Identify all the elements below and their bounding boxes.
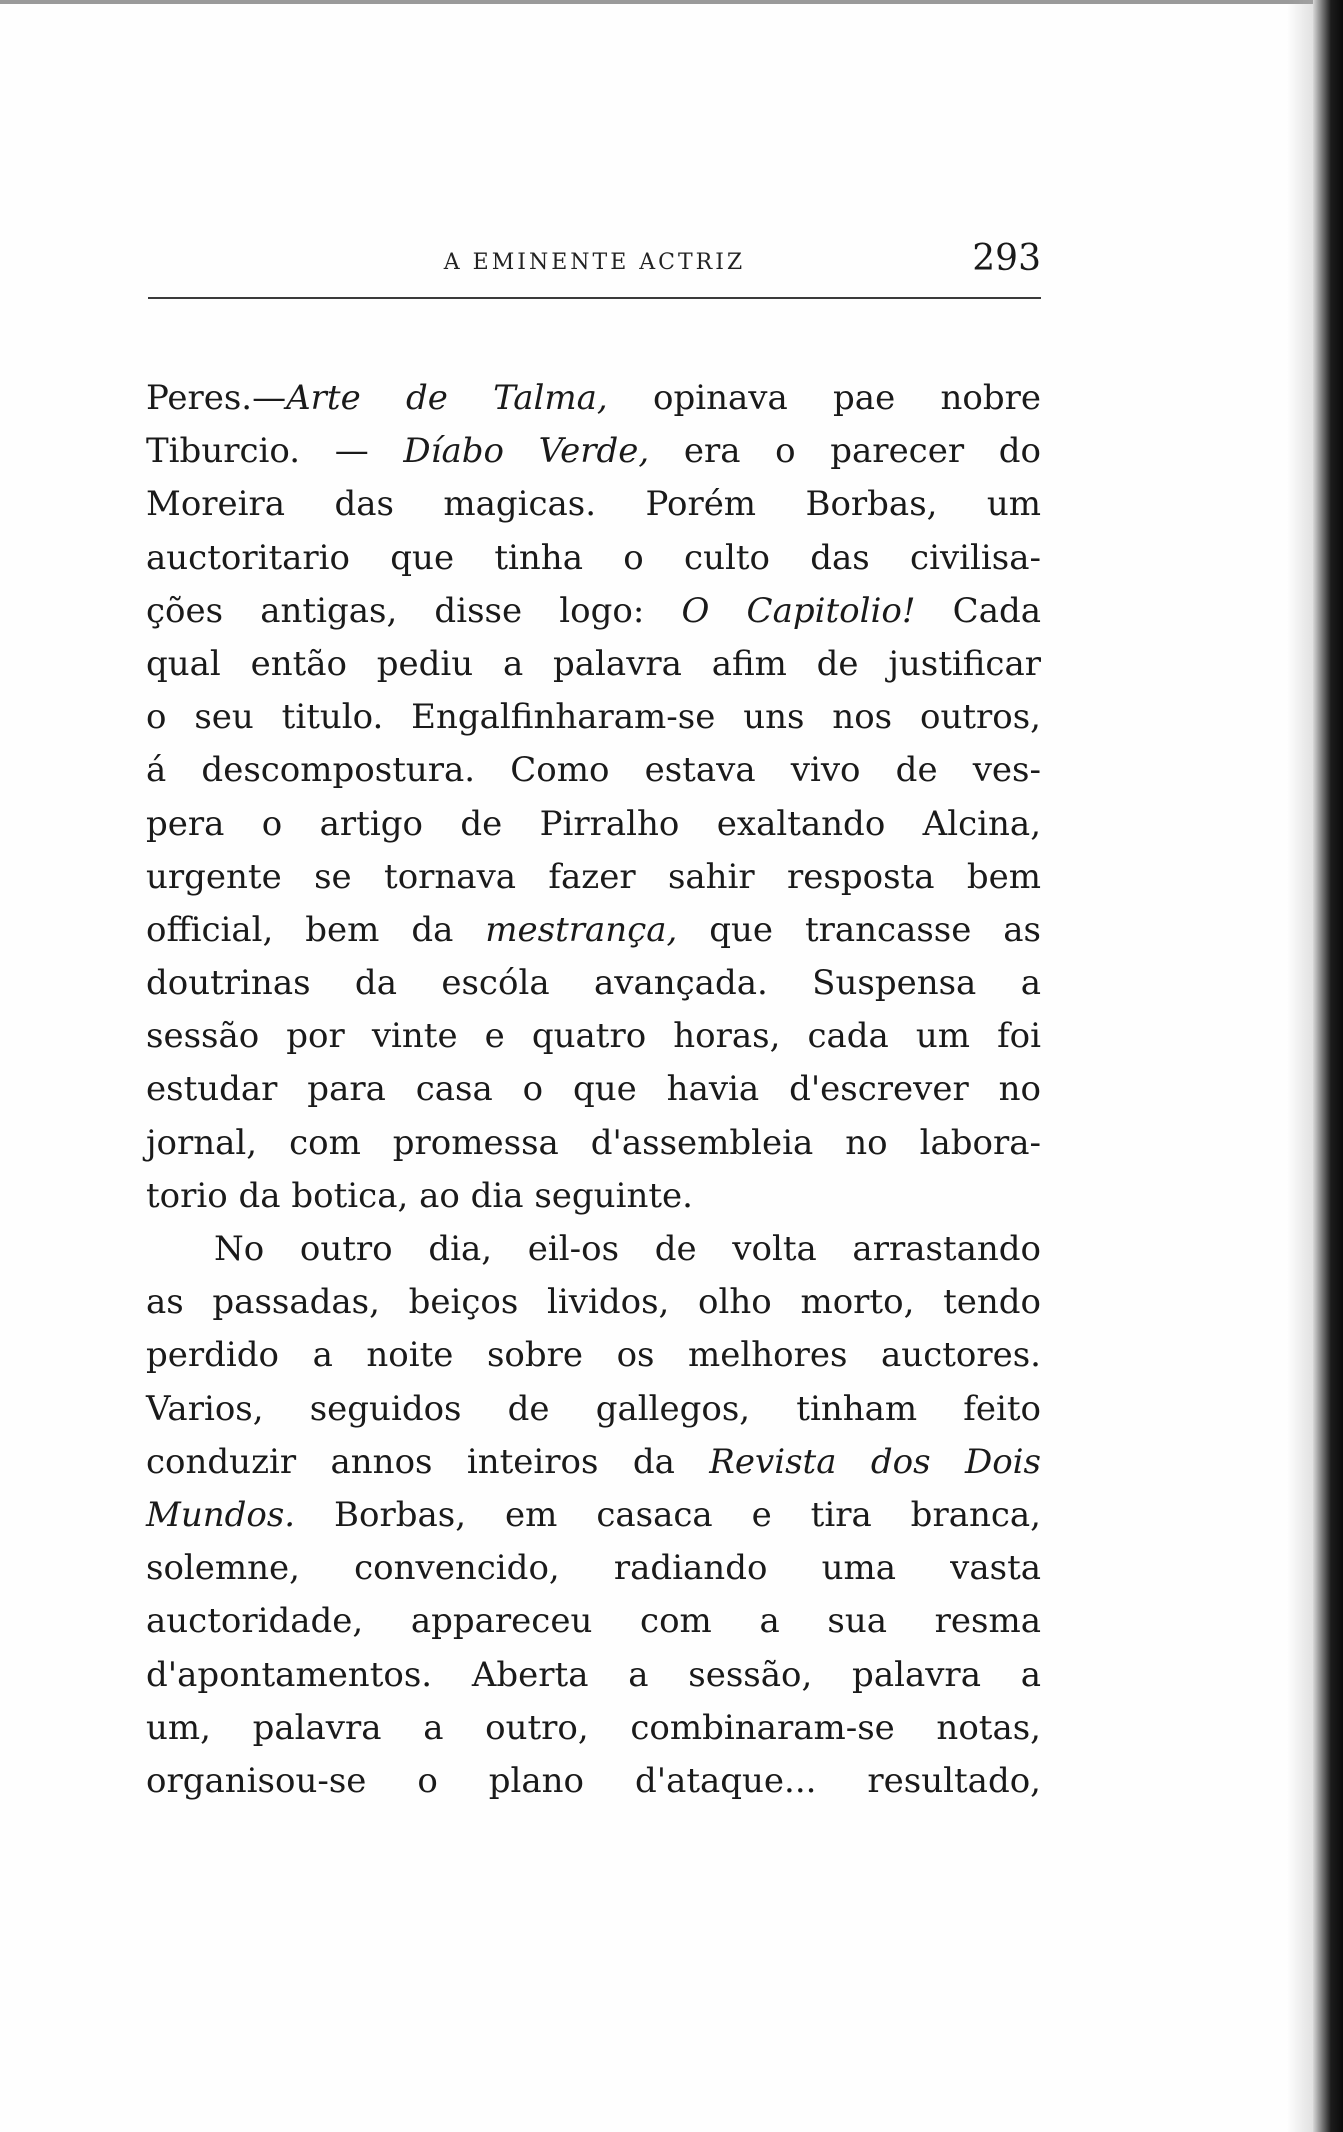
text-line: urgente se tornava fazer sahir resposta bem bbox=[146, 856, 1041, 897]
text-line: Tiburcio. — Díabo Verde, era o parecer do bbox=[146, 431, 1041, 472]
text-line: official, bem da mestrança, que trancasse as bbox=[146, 909, 1041, 950]
text-line: um, palavra a outro, combinaram-se notas, bbox=[146, 1707, 1041, 1748]
body-text bbox=[146, 372, 1041, 1808]
text-line: sessão por vinte e quatro horas, cada um foi bbox=[146, 1016, 1041, 1057]
text-line: Peres.—Arte de Talma, opinava pae nobre bbox=[146, 378, 1041, 418]
running-title: A EMINENTE ACTRIZ bbox=[443, 250, 746, 275]
text-line: doutrinas da escóla avançada. Suspensa a bbox=[146, 963, 1041, 1004]
text-line: perdido a noite sobre os melhores auctores. bbox=[146, 1335, 1041, 1376]
text-line: pera o artigo de Pirralho exaltando Alcina, bbox=[146, 803, 1041, 844]
text-line: Varios, seguidos de gallegos, tinham feito bbox=[146, 1388, 1041, 1429]
text-line: qual então pediu a palavra afim de justificar bbox=[146, 643, 1041, 684]
text-line: o seu titulo. Engalfinharam-se uns nos outros, bbox=[146, 697, 1041, 738]
text-line: conduzir annos inteiros da Revista dos Dois bbox=[146, 1441, 1041, 1482]
text-line: solemne, convencido, radiando uma vasta bbox=[146, 1548, 1041, 1589]
text-line: as passadas, beiços lividos, olho morto, tendo bbox=[146, 1282, 1041, 1323]
text-line: auctoridade, appareceu com a sua resma bbox=[146, 1601, 1041, 1642]
binding-edge bbox=[1313, 0, 1343, 2132]
text-line: ções antigas, disse logo: O Capitolio! Cada bbox=[146, 590, 1042, 631]
page-number: 293 bbox=[972, 238, 1041, 279]
text-line: estudar para casa o que havia d'escrever no bbox=[146, 1069, 1041, 1110]
binding-shadow bbox=[1287, 0, 1313, 2132]
text-line: organisou-se o plano d'ataque... resultado, bbox=[146, 1760, 1041, 1801]
scan-top-edge bbox=[0, 0, 1343, 4]
text-line: Mundos. Borbas, em casaca e tira branca, bbox=[146, 1494, 1041, 1535]
text-line: d'apontamentos. Aberta a sessão, palavra a bbox=[146, 1654, 1041, 1695]
text-line: Moreira das magicas. Porém Borbas, um bbox=[146, 484, 1041, 525]
text-line: jornal, com promessa d'assembleia no labora- bbox=[146, 1122, 1041, 1163]
page-header bbox=[148, 238, 1041, 284]
header-rule bbox=[148, 297, 1041, 299]
text-line: torio da botica, ao dia seguinte. bbox=[146, 1175, 693, 1216]
text-line: á descompostura. Como estava vivo de ves- bbox=[146, 750, 1041, 791]
text-line: No outro dia, eil-os de volta arrastando bbox=[214, 1229, 1041, 1269]
text-line: auctoritario que tinha o culto das civilisa- bbox=[146, 537, 1041, 578]
